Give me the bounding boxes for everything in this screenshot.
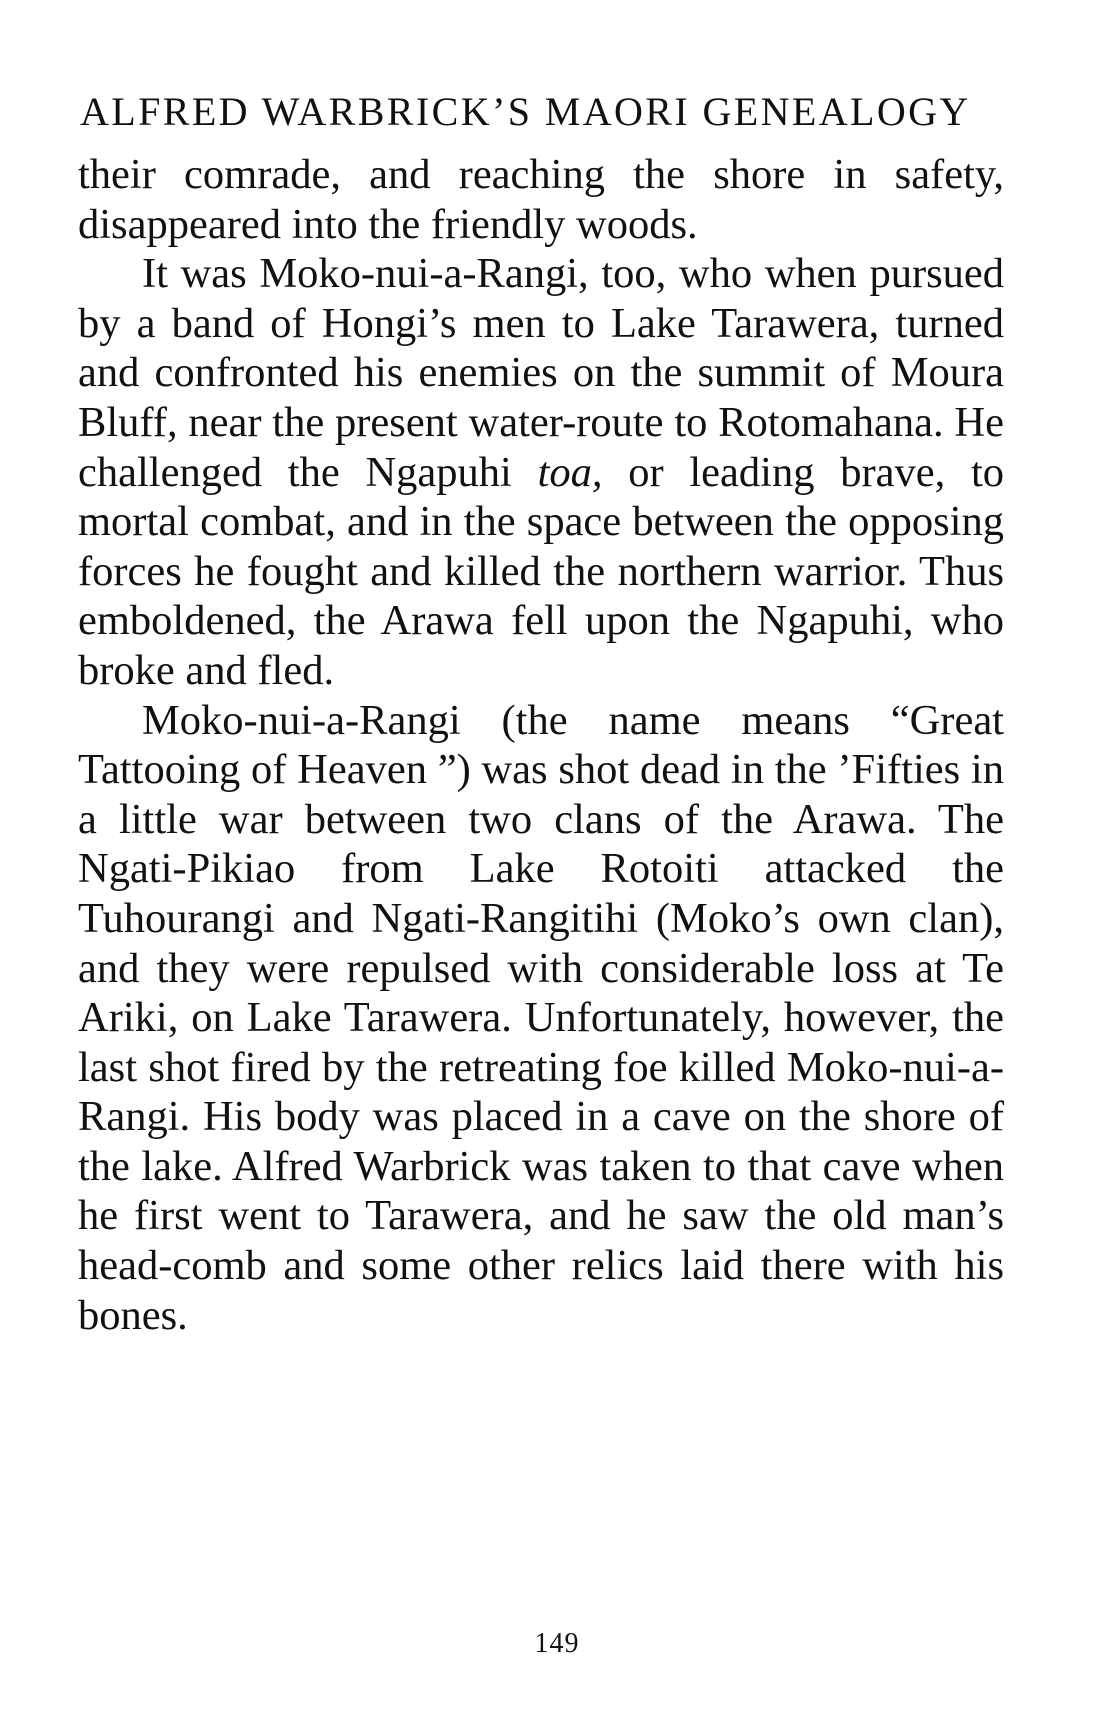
book-page xyxy=(78,88,1004,1340)
body-text xyxy=(78,150,1004,1340)
paragraph-moura-bluff xyxy=(78,249,1004,695)
page-number: 149 xyxy=(534,1628,580,1659)
paragraph-text-after-italic: or leading brave, to mortal combat, and in the space between the opposing forces he fought and killed the northern warrior. Thus emboldened, the Arawa fell upon the Ngapuhi, who broke and fled. xyxy=(78,448,1004,694)
paragraph-text-before-italic: It was Moko-nui-a-Rangi, too, who when pursued by a band of Hongi’s men to Lake Tarawera, turned and confronted his enemies on the summit of Moura Bluff, near the present water-route to Rotomahana. He challenged the Ngapuhi xyxy=(78,250,1004,496)
italic-term-toa: toa, xyxy=(537,448,603,496)
running-head: ALFRED WARBRICK’S MAORI GENEALOGY xyxy=(80,89,971,134)
paragraph-continuation: their comrade, and reaching the shore in safety, disappeared into the friendly woods. xyxy=(78,151,1004,248)
paragraph-moko-death: Moko-nui-a-Rangi (the name means “Great Tattooing of Heaven ”) was shot dead in the ’Fifties in a little war between two clans of the Arawa. The Ngati-Pikiao from Lake Rotoiti attacked the Tuhourangi and Ngati-Rangitihi (Moko’s own clan), and they were repulsed with considerable loss at Te Ariki, on Lake Tarawera. Unfortunately, however, the last shot fired by the retreating foe killed Moko-nui-a-Rangi. His body was placed in a cave on the shore of the lake. Alfred Warbrick was taken to that cave when he first went to Tarawera, and he saw the old man’s head-comb and some other relics laid there with his bones. xyxy=(78,696,1004,1339)
